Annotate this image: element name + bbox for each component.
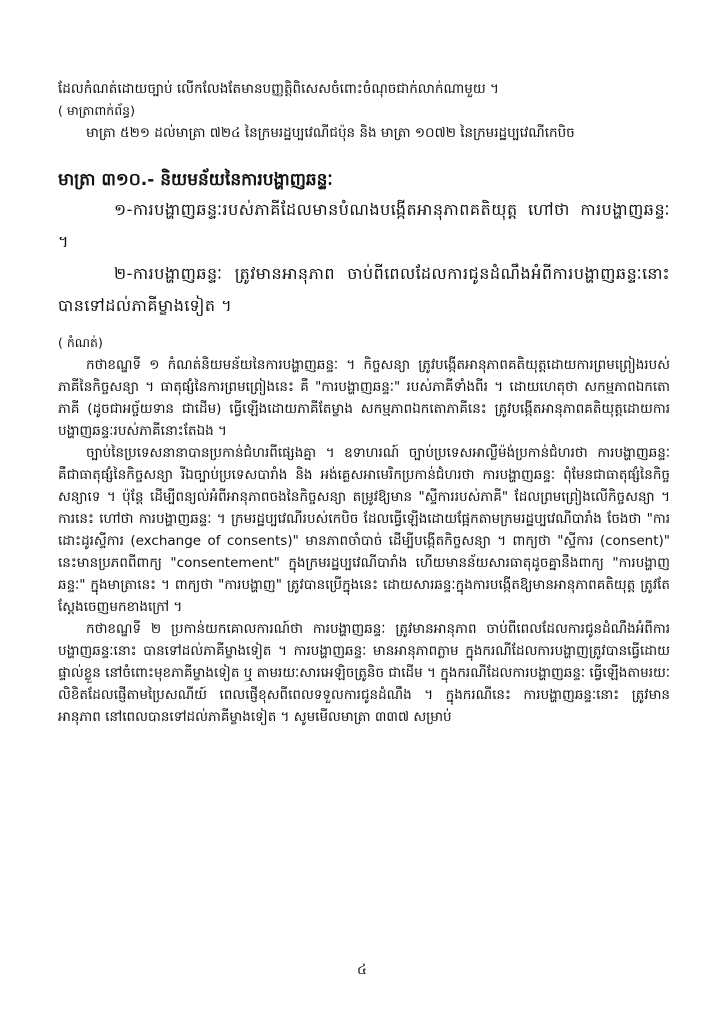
article-heading: មាត្រា ៣១០.- និយមន័យនៃការបង្ហាញឆន្ទៈ: [58, 170, 333, 190]
related-articles-label: ( មាត្រាពាក់ព័ន្ធ): [58, 103, 135, 118]
article-item-1: ១-ការបង្ហាញឆន្ទៈរបស់ភាគីដែលមានបំណងបង្កើតអានុភាពគតិយុត្ត ហៅថា ការបង្ហាញឆន្ទៈ ។: [58, 200, 670, 251]
comment-paragraph-3: កថាខណ្ឌទី ២ ប្រកាន់យកគោលការណ៍ថា ការបង្ហាញឆន្ទៈ ត្រូវមានអានុភាព ចាប់ពីពេលដែលការជូនដំណឹងអំពីការបង្ហាញឆន្ទៈនោះ បានទៅដល់ភាគីម្ខាងទៀត ។ ការបង្ហាញឆន្ទៈ មានអានុភាពភ្លាម ក្នុងករណីដែលការបង្ហាញត្រូវបានធ្វើដោយផ្ទាល់ខ្លួន នៅចំពោះមុខភាគីម្ខាងទៀត ឬ តាមរយៈសារអេឡិចត្រូនិច ជាដើម ។ ក្នុងករណីដែលការបង្ហាញឆន្ទៈ ធ្វើឡើងតាមរយៈលិខិតដែលផ្ញើតាមប្រៃសណីយ៍ ពេលផ្ញើខុសពីពេលទទួលការជូនដំណឹង ។ ក្នុងករណីនេះ ការបង្ហាញឆន្ទៈនោះ ត្រូវមានអានុភាព នៅពេលបានទៅដល់ភាគីម្ខាងទៀត ។ សូមមើលមាត្រា ៣៣៧ សម្រាប់: [58, 621, 670, 725]
comment-paragraph-2: ច្បាប់នៃប្រទេសនានាបានប្រកាន់ជំហរពីផ្សេងគ្នា ។ ឧទាហរណ៍ ច្បាប់ប្រទេសអាល្លឺម៉ង់ប្រកាន់ជំហរថា ការបង្ហាញឆន្ទៈ គឺជាធាតុផ្សំនៃកិច្ចសន្យា រីឯច្បាប់ប្រទេសបារាំង និង អង់គ្លេសអាមេរិកប្រកាន់ជំហរថា ការបង្ហាញឆន្ទៈ ពុំមែនជាធាតុផ្សំនៃកិច្ចសន្យាទេ ។ ប៉ុន្តែ ដើម្បីពន្យល់អំពីអានុភាពចងនៃកិច្ចសន្យា តម្រូវឱ្យមាន "ស្ទីការរបស់ភាគី" ដែលព្រមព្រៀងលើកិច្ចសន្យា ។ ការនេះ ហៅថា ការបង្ហាញឆន្ទៈ ។ ក្រមរដ្ឋប្បវេណីរបស់កេបិច ដែលធ្វើឡើងដោយផ្អែកតាមក្រមរដ្ឋប្បវេណីបារាំង ចែងថា "ការដោះដូរស្ទីការ (exchange of consents)" មានភាពចាំបាច់ ដើម្បីបង្កើតកិច្ចសន្យា ។ ពាក្យថា "ស្ទីការ (consent)" នេះមានប្រភពពីពាក្យ "consentement" ក្នុងក្រមរដ្ឋប្បវេណីបារាំង ហើយមានន័យសារធាតុដូចគ្នានឹងពាក្យ "ការបង្ហាញឆន្ទៈ" ក្នុងមាត្រានេះ ។ ពាក្យថា "ការបង្ហាញ" ត្រូវបានប្រើក្នុងនេះ ដោយសារឆន្ទៈក្នុងការបង្កើតឱ្យមានអានុភាពគតិយុត្ត ត្រូវតែស្តែងចេញមកខាងក្រៅ ។: [58, 445, 670, 615]
article-item-2: ២-ការបង្ហាញឆន្ទៈ ត្រូវមានអានុភាព ចាប់ពីពេលដែលការជូនដំណឹងអំពីការបង្ហាញឆន្ទៈនោះ បានទៅដល់ភាគីម្ខាងទៀត ។: [58, 264, 670, 315]
page-number: ៤: [357, 962, 367, 978]
document-page: [58, 78, 670, 728]
related-articles-text: មាត្រា ៥២១ ដល់មាត្រា ៧២៤ នៃក្រមរដ្ឋប្បវេណីជប៉ុន និង មាត្រា ១០៧២ នៃក្រមរដ្ឋប្បវេណីកេបិច: [86, 125, 575, 141]
intro-line: ដែលកំណត់ដោយច្បាប់ លើកលែងតែមានបញ្ញត្តិពិសេសចំពោះចំណុចជាក់លាក់ណាមួយ ។: [58, 81, 499, 97]
comment-paragraph-1: កថាខណ្ឌទី ១ កំណត់និយមន័យនៃការបង្ហាញឆន្ទៈ ។ កិច្ចសន្យា ត្រូវបង្កើតអានុភាពគតិយុត្តដោយការព្រមព្រៀងរបស់ភាគីនៃកិច្ចសន្យា ។ ធាតុផ្សំនៃការព្រមព្រៀងនេះ គឺ "ការបង្ហាញឆន្ទៈ" របស់ភាគីទាំងពីរ ។ ដោយហេតុថា សកម្មភាពឯកតោភាគី (ដូចជាអច្ច័យទាន ជាដើម) ធ្វើឡើងដោយភាគីតែម្ខាង សកម្មភាពឯកតោភាគីនេះ ត្រូវបង្កើតអានុភាពគតិយុត្តដោយការបង្ហាញឆន្ទៈរបស់ភាគីនោះតែឯង ។: [58, 357, 670, 439]
comment-label: ( កំណត់): [58, 335, 103, 350]
